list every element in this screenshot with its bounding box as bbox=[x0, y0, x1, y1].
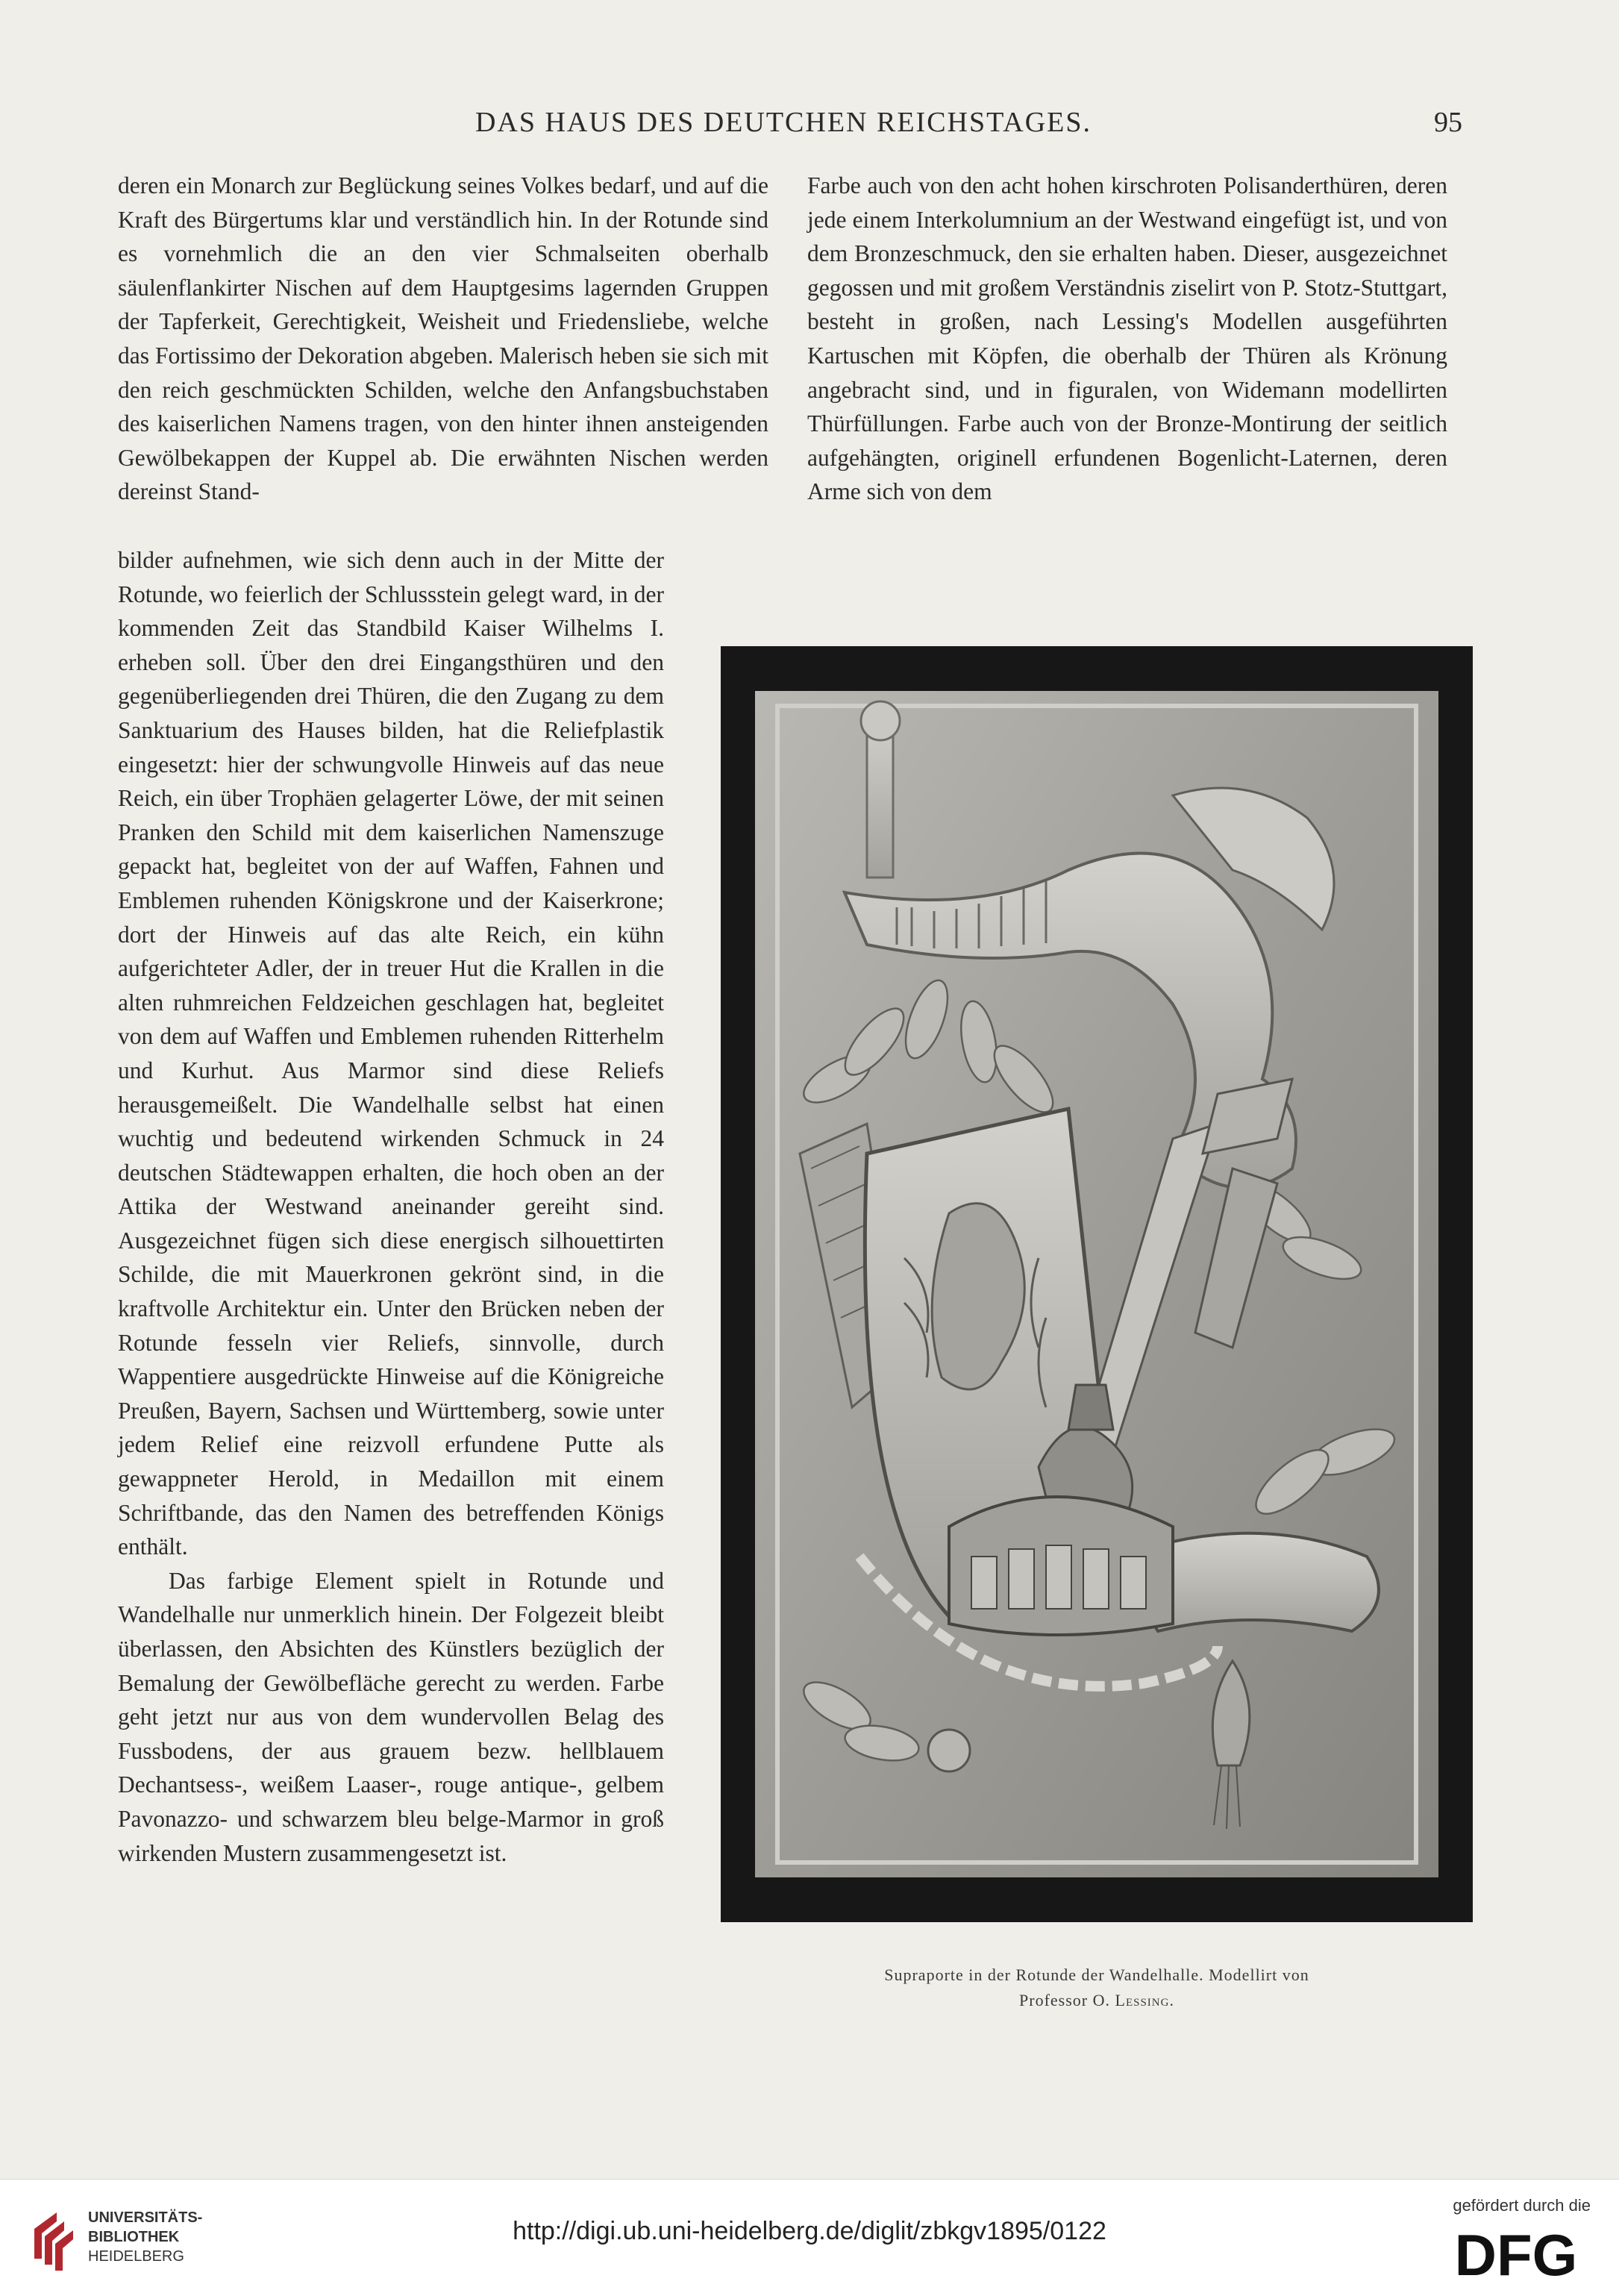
dfg-logo-icon[interactable] bbox=[1441, 2226, 1591, 2283]
body-paragraph: deren ein Monarch zur Beglückung seines Volkes bedarf, und auf die Kraft des Bürgertums klar und verständlich hin. In der Rotunde sind es vornehmlich die an den vier Schmalseiten oberhalb säulenflankirter Nischen auf dem Hauptgesims lagernden Gruppen der Tapferkeit, Gerechtigkeit, Weisheit und Friedensliebe, welche das Fortissimo der Dekoration abgeben. Malerisch heben sie sich mit den reich geschmückten Schilden, welche den Anfangsbuchstaben des kaiserlichen Namens tragen, von den hinter ihnen ansteigenden Gewölbekappen der Kuppel ab. Die erwähnten Nischen werden dereinst Stand- bbox=[118, 172, 768, 505]
right-column bbox=[807, 169, 1447, 509]
running-title: DAS HAUS DES DEUTCHEN REICHSTAGES. bbox=[475, 107, 1092, 138]
library-name-line: UNIVERSITÄTS- bbox=[88, 2209, 203, 2226]
supraporte-relief-image bbox=[755, 691, 1438, 1877]
left-column-bottom bbox=[118, 543, 664, 1870]
caption-line bbox=[721, 1988, 1473, 2013]
funded-by-label: gefördert durch die bbox=[1453, 2196, 1591, 2215]
body-paragraph: Farbe auch von den acht hohen kirschroten Polisanderthüren, deren jede einem Interkolumnium an der Westwand eingefügt ist, und von dem Bronzeschmuck, den sie erhalten haben. Dieser, ausgezeichnet gegossen und mit großem Verständnis ziselirt von P. Stotz-Stuttgart, besteht in großen, nach Lessing's Modellen ausgeführten Kartuschen mit Köpfen, die oberhalb der Thüren als Krönung angebracht sind, und in figuralen, von Widemann modellirten Thürfüllungen. Farbe auch von der Bronze-Montirung der seitlich aufgehängten, originell erfundenen Bogenlicht-Laternen, deren Arme sich von dem bbox=[807, 172, 1447, 505]
caption-prefix: Professor O. bbox=[1019, 1991, 1115, 2009]
permalink-link[interactable]: http://digi.ub.uni-heidelberg.de/diglit/zbkgv1895/0122 bbox=[513, 2217, 1106, 2245]
viewer-footer bbox=[0, 2179, 1619, 2296]
figure-caption bbox=[721, 1962, 1473, 2013]
running-head bbox=[119, 106, 1462, 143]
dfg-logo-text: DFG bbox=[1454, 2226, 1578, 2283]
library-name-line: BIBLIOTHEK bbox=[88, 2229, 180, 2245]
caption-artist-name: Lessing. bbox=[1115, 1991, 1174, 2009]
page-number: 95 bbox=[1434, 107, 1462, 138]
left-column-top bbox=[118, 169, 768, 509]
relief-photograph bbox=[721, 646, 1473, 1922]
library-name-line: HEIDELBERG bbox=[88, 2248, 184, 2265]
permalink bbox=[0, 2217, 1619, 2246]
caption-line: Supraporte in der Rotunde der Wandelhalle. Modellirt von bbox=[884, 1965, 1309, 1984]
body-paragraph: bilder aufnehmen, wie sich denn auch in der Mitte der Rotunde, wo feierlich der Schlussstein gelegt ward, in der kommenden Zeit das Standbild Kaiser Wilhelms I. erheben soll. Über den drei Eingangsthüren und den gegenüberliegenden drei Thüren, die den Zugang zu dem Sanktuarium des Hauses bilden, hat die Reliefplastik eingesetzt: hier der schwungvolle Hinweis auf das neue Reich, ein über Trophäen gelagerter Löwe, der mit seinen Pranken den Schild mit dem kaiserlichen Namenszuge gepackt hat, begleitet von der auf Waffen, Fahnen und Emblemen ruhenden Königskrone und der Kaiserkrone; dort der Hinweis auf das alte Reich, ein kühn aufgerichteter Adler, der in treuer Hut die Krallen in die alten ruhmreichen Feldzeichen geschlagen hat, begleitet von dem auf Waffen und Emblemen ruhenden Ritterhelm und Kurhut. Aus Marmor sind diese Reliefs herausgemeißelt. Die Wandelhalle selbst hat einen wuchtig und bedeutend wirkenden Schmuck in 24 deutschen Städtewappen erhalten, die hoch oben an der Attika der Westwand aneinander gereiht sind. Ausgezeichnet fügen sich diese energisch silhouettirten Schilde, die mit Mauerkronen gekrönt sind, in die kraftvolle Architektur ein. Unter den Brücken neben der Rotunde fesseln vier Reliefs, sinnvolle, durch Wappentiere ausgedrückte Hinweise auf die Königreiche Preußen, Bayern, Sachsen und Württemberg, sowie unter jedem Relief eine reizvoll erfundene Putte als gewappneter Herold, in Medaillon mit einem Schriftbande, das den Namen des betreffenden Königs enthält. bbox=[118, 547, 664, 1560]
body-paragraph: Das farbige Element spielt in Rotunde und Wandelhalle nur unmerklich hinein. Der Folgezeit bleibt überlassen, den Absichten des Künstlers bezüglich der Bemalung der Gewölbefläche gerecht zu werden. Farbe geht jetzt nur aus von dem wundervollen Belag des Fussbodens, der aus grauem bezw. hellblauem Dechantsess-, weißem Laaser-, rouge antique-, gelbem Pavonazzo- und schwarzem bleu belge-Marmor in groß wirkenden Mustern zusammengesetzt ist. bbox=[118, 1567, 664, 1866]
